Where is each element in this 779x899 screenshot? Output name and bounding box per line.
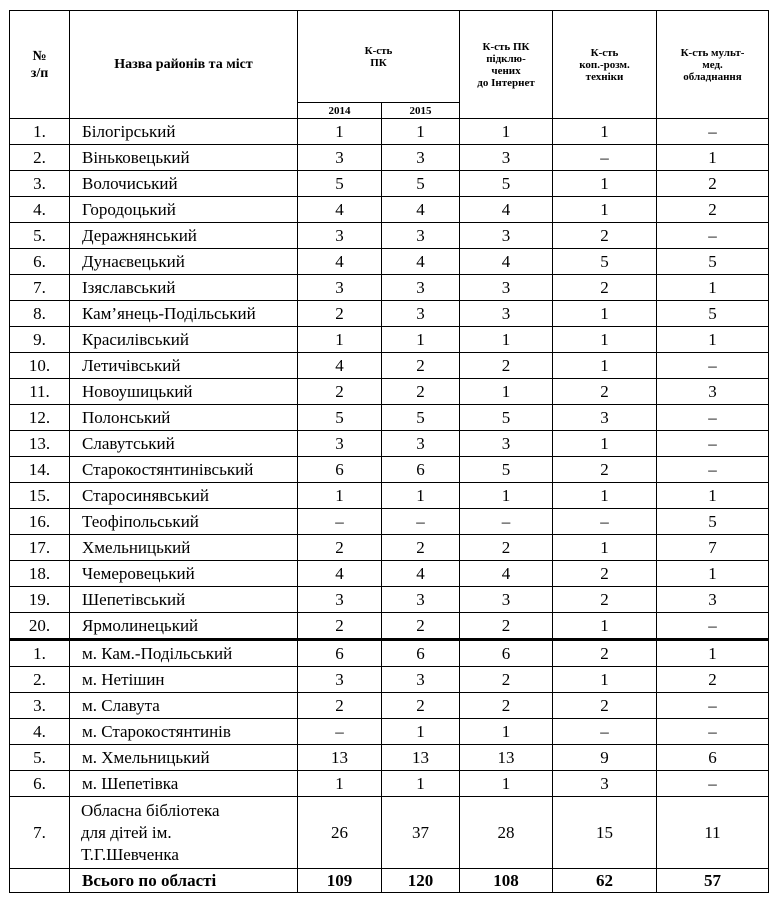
internet-pc-cell: 2 — [460, 613, 553, 640]
multimedia-cell: 5 — [657, 509, 769, 535]
multimedia-cell: 6 — [657, 745, 769, 771]
district-name-cell: Славутський — [70, 431, 298, 457]
pc-2014-cell: 1 — [298, 483, 382, 509]
table-row — [10, 719, 769, 745]
multimedia-cell: 3 — [657, 587, 769, 613]
multimedia-cell: – — [657, 223, 769, 249]
pc-2015-cell: 120 — [382, 869, 460, 893]
internet-pc-cell: 1 — [460, 379, 553, 405]
copy-equipment-cell: – — [553, 719, 657, 745]
internet-pc-cell: 3 — [460, 587, 553, 613]
row-number-cell: 5. — [10, 745, 70, 771]
pc-2014-cell: 4 — [298, 353, 382, 379]
internet-pc-cell: 3 — [460, 431, 553, 457]
pc-2015-cell: 5 — [382, 405, 460, 431]
pc-2015-cell: 1 — [382, 327, 460, 353]
table-row — [10, 327, 769, 353]
row-number-cell: 3. — [10, 171, 70, 197]
row-number-cell: 19. — [10, 587, 70, 613]
district-name-cell: Кам’янець-Подільський — [70, 301, 298, 327]
pc-2015-cell: 4 — [382, 249, 460, 275]
row-number-cell: 2. — [10, 667, 70, 693]
pc-2015-cell: 3 — [382, 667, 460, 693]
district-name-cell: Волочиський — [70, 171, 298, 197]
table-row — [10, 353, 769, 379]
internet-pc-cell: – — [460, 509, 553, 535]
table-row — [10, 483, 769, 509]
district-name-cell: Старокостянтинівський — [70, 457, 298, 483]
table-row — [10, 249, 769, 275]
internet-pc-cell: 1 — [460, 327, 553, 353]
pc-2014-cell: 3 — [298, 431, 382, 457]
district-name-cell: м. Славута — [70, 693, 298, 719]
internet-pc-cell: 2 — [460, 667, 553, 693]
copy-equipment-cell: 1 — [553, 431, 657, 457]
pc-2015-cell: 3 — [382, 587, 460, 613]
header-year-2014: 2014 — [298, 103, 382, 119]
multimedia-cell: – — [657, 693, 769, 719]
district-name-cell: Білогірський — [70, 119, 298, 145]
row-number-cell: 7. — [10, 797, 70, 869]
multimedia-cell: 57 — [657, 869, 769, 893]
table-row — [10, 587, 769, 613]
district-name-cell: м. Нетішин — [70, 667, 298, 693]
district-name-cell: Чемеровецький — [70, 561, 298, 587]
copy-equipment-cell: – — [553, 145, 657, 171]
district-name-cell: Летичівський — [70, 353, 298, 379]
pc-2014-cell: 13 — [298, 745, 382, 771]
copy-equipment-cell: 1 — [553, 301, 657, 327]
table-row — [10, 693, 769, 719]
district-name-cell: м. Хмельницький — [70, 745, 298, 771]
multimedia-cell: – — [657, 719, 769, 745]
pc-2015-cell: 4 — [382, 197, 460, 223]
internet-pc-cell: 13 — [460, 745, 553, 771]
district-name-cell: Деражнянський — [70, 223, 298, 249]
pc-2015-cell: 1 — [382, 483, 460, 509]
table-row — [10, 869, 769, 893]
internet-pc-cell: 3 — [460, 223, 553, 249]
copy-equipment-cell: 9 — [553, 745, 657, 771]
pc-2015-cell: 4 — [382, 561, 460, 587]
table-row — [10, 561, 769, 587]
pc-2015-cell: 6 — [382, 640, 460, 667]
copy-equipment-cell: 1 — [553, 171, 657, 197]
multimedia-cell: – — [657, 405, 769, 431]
table-row — [10, 745, 769, 771]
district-name-cell: Ярмолинецький — [70, 613, 298, 640]
copy-equipment-cell: 2 — [553, 587, 657, 613]
internet-pc-cell: 4 — [460, 197, 553, 223]
copy-equipment-cell: 2 — [553, 457, 657, 483]
district-name-cell: Полонський — [70, 405, 298, 431]
district-name-cell: Віньковецький — [70, 145, 298, 171]
copy-equipment-cell: 1 — [553, 483, 657, 509]
pc-2014-cell: 1 — [298, 119, 382, 145]
copy-equipment-cell: 1 — [553, 353, 657, 379]
internet-pc-cell: 5 — [460, 171, 553, 197]
row-number-cell: 12. — [10, 405, 70, 431]
row-number-cell: 4. — [10, 719, 70, 745]
pc-2014-cell: 26 — [298, 797, 382, 869]
pc-2014-cell: 2 — [298, 379, 382, 405]
internet-pc-cell: 5 — [460, 457, 553, 483]
pc-2015-cell: 37 — [382, 797, 460, 869]
pc-2015-cell: 2 — [382, 379, 460, 405]
row-number-cell: 14. — [10, 457, 70, 483]
header-internet-count: К-сть ПК підклю- чених до Інтернет — [460, 11, 553, 119]
district-name-cell: Городоцький — [70, 197, 298, 223]
row-number-cell: 15. — [10, 483, 70, 509]
pc-2015-cell: 1 — [382, 719, 460, 745]
pc-2015-cell: 3 — [382, 431, 460, 457]
multimedia-cell: – — [657, 353, 769, 379]
internet-pc-cell: 3 — [460, 301, 553, 327]
table-header — [10, 11, 769, 119]
multimedia-cell: 2 — [657, 197, 769, 223]
table-row — [10, 457, 769, 483]
pc-2014-cell: 3 — [298, 667, 382, 693]
copy-equipment-cell: 2 — [553, 275, 657, 301]
copy-equipment-cell: 1 — [553, 119, 657, 145]
copy-equipment-cell: 2 — [553, 693, 657, 719]
pc-2014-cell: – — [298, 509, 382, 535]
row-number-cell — [10, 869, 70, 893]
row-number-cell: 11. — [10, 379, 70, 405]
copy-equipment-cell: 1 — [553, 327, 657, 353]
row-number-cell: 2. — [10, 145, 70, 171]
table-row — [10, 379, 769, 405]
multimedia-cell: – — [657, 431, 769, 457]
district-name-cell: Красилівський — [70, 327, 298, 353]
header-number: № з/п — [10, 11, 70, 119]
table-row — [10, 405, 769, 431]
multimedia-cell: – — [657, 613, 769, 640]
copy-equipment-cell: 2 — [553, 223, 657, 249]
table-row — [10, 431, 769, 457]
internet-pc-cell: 2 — [460, 535, 553, 561]
pc-2015-cell: 2 — [382, 535, 460, 561]
table-row — [10, 535, 769, 561]
multimedia-cell: 1 — [657, 640, 769, 667]
table-row — [10, 171, 769, 197]
pc-2014-cell: 109 — [298, 869, 382, 893]
district-name-cell: Всього по області — [70, 869, 298, 893]
pc-2014-cell: 5 — [298, 405, 382, 431]
internet-pc-cell: 108 — [460, 869, 553, 893]
pc-2014-cell: 1 — [298, 771, 382, 797]
row-number-cell: 13. — [10, 431, 70, 457]
copy-equipment-cell: 1 — [553, 197, 657, 223]
pc-2014-cell: 6 — [298, 457, 382, 483]
pc-2015-cell: 3 — [382, 275, 460, 301]
copy-equipment-cell: 2 — [553, 379, 657, 405]
internet-pc-cell: 28 — [460, 797, 553, 869]
pc-2014-cell: 1 — [298, 327, 382, 353]
pc-2015-cell: – — [382, 509, 460, 535]
row-number-cell: 3. — [10, 693, 70, 719]
copy-equipment-cell: 3 — [553, 405, 657, 431]
district-name-cell: Новоушицький — [70, 379, 298, 405]
internet-pc-cell: 2 — [460, 353, 553, 379]
pc-2015-cell: 3 — [382, 301, 460, 327]
pc-2014-cell: 2 — [298, 693, 382, 719]
copy-equipment-cell: – — [553, 509, 657, 535]
internet-pc-cell: 3 — [460, 145, 553, 171]
district-name-cell: м. Старокостянтинів — [70, 719, 298, 745]
table-row — [10, 509, 769, 535]
internet-pc-cell: 1 — [460, 483, 553, 509]
pc-2015-cell: 5 — [382, 171, 460, 197]
internet-pc-cell: 4 — [460, 561, 553, 587]
multimedia-cell: 1 — [657, 483, 769, 509]
internet-pc-cell: 4 — [460, 249, 553, 275]
multimedia-cell: 5 — [657, 301, 769, 327]
table-row — [10, 223, 769, 249]
pc-2015-cell: 13 — [382, 745, 460, 771]
internet-pc-cell: 2 — [460, 693, 553, 719]
table-row — [10, 145, 769, 171]
multimedia-cell: 1 — [657, 145, 769, 171]
row-number-cell: 4. — [10, 197, 70, 223]
row-number-cell: 1. — [10, 640, 70, 667]
copy-equipment-cell: 3 — [553, 771, 657, 797]
table-row — [10, 613, 769, 640]
district-name-cell: м. Шепетівка — [70, 771, 298, 797]
header-copy-equipment: К-сть коп.-розм. техніки — [553, 11, 657, 119]
pc-2014-cell: 3 — [298, 223, 382, 249]
district-name-cell: Обласна бібліотека для дітей ім. Т.Г.Шевченка — [70, 797, 298, 869]
internet-pc-cell: 1 — [460, 771, 553, 797]
copy-equipment-cell: 1 — [553, 613, 657, 640]
pc-2014-cell: 4 — [298, 561, 382, 587]
pc-2015-cell: 2 — [382, 693, 460, 719]
copy-equipment-cell: 15 — [553, 797, 657, 869]
pc-2014-cell: 2 — [298, 613, 382, 640]
header-multimedia: К-сть мульт- мед. обладнання — [657, 11, 769, 119]
multimedia-cell: 11 — [657, 797, 769, 869]
row-number-cell: 5. — [10, 223, 70, 249]
pc-2015-cell: 6 — [382, 457, 460, 483]
multimedia-cell: 1 — [657, 327, 769, 353]
table-row — [10, 119, 769, 145]
row-number-cell: 16. — [10, 509, 70, 535]
district-name-cell: м. Кам.-Подільський — [70, 640, 298, 667]
table-row — [10, 301, 769, 327]
multimedia-cell: 2 — [657, 171, 769, 197]
internet-pc-cell: 1 — [460, 719, 553, 745]
multimedia-cell: 2 — [657, 667, 769, 693]
copy-equipment-cell: 62 — [553, 869, 657, 893]
row-number-cell: 17. — [10, 535, 70, 561]
pc-2014-cell: 4 — [298, 197, 382, 223]
copy-equipment-cell: 2 — [553, 561, 657, 587]
pc-2015-cell: 3 — [382, 223, 460, 249]
table-row — [10, 797, 769, 869]
multimedia-cell: 1 — [657, 275, 769, 301]
row-number-cell: 18. — [10, 561, 70, 587]
multimedia-cell: 7 — [657, 535, 769, 561]
multimedia-cell: 5 — [657, 249, 769, 275]
multimedia-cell: 1 — [657, 561, 769, 587]
pc-2015-cell: 1 — [382, 771, 460, 797]
pc-2015-cell: 3 — [382, 145, 460, 171]
row-number-cell: 6. — [10, 249, 70, 275]
row-number-cell: 20. — [10, 613, 70, 640]
header-district-name: Назва районів та міст — [70, 11, 298, 119]
internet-pc-cell: 5 — [460, 405, 553, 431]
pc-2014-cell: 2 — [298, 535, 382, 561]
table-row — [10, 275, 769, 301]
internet-pc-cell: 1 — [460, 119, 553, 145]
table-body — [10, 119, 769, 893]
district-name-cell: Шепетівський — [70, 587, 298, 613]
row-number-cell: 9. — [10, 327, 70, 353]
pc-2014-cell: 2 — [298, 301, 382, 327]
multimedia-cell: 3 — [657, 379, 769, 405]
pc-2015-cell: 1 — [382, 119, 460, 145]
district-name-cell: Дунаєвецький — [70, 249, 298, 275]
internet-pc-cell: 3 — [460, 275, 553, 301]
header-year-2015: 2015 — [382, 103, 460, 119]
pc-2014-cell: – — [298, 719, 382, 745]
district-name-cell: Теофіпольський — [70, 509, 298, 535]
pc-2014-cell: 5 — [298, 171, 382, 197]
row-number-cell: 6. — [10, 771, 70, 797]
row-number-cell: 1. — [10, 119, 70, 145]
copy-equipment-cell: 2 — [553, 640, 657, 667]
multimedia-cell: – — [657, 457, 769, 483]
pc-2014-cell: 3 — [298, 587, 382, 613]
pc-2015-cell: 2 — [382, 613, 460, 640]
table-row — [10, 197, 769, 223]
internet-pc-cell: 6 — [460, 640, 553, 667]
multimedia-cell: – — [657, 771, 769, 797]
library-equipment-table — [9, 10, 769, 893]
pc-2015-cell: 2 — [382, 353, 460, 379]
copy-equipment-cell: 5 — [553, 249, 657, 275]
row-number-cell: 10. — [10, 353, 70, 379]
district-name-cell: Старосинявський — [70, 483, 298, 509]
multimedia-cell: – — [657, 119, 769, 145]
pc-2014-cell: 3 — [298, 145, 382, 171]
district-name-cell: Хмельницький — [70, 535, 298, 561]
table-row — [10, 640, 769, 667]
row-number-cell: 7. — [10, 275, 70, 301]
district-name-cell: Ізяславський — [70, 275, 298, 301]
table-row — [10, 771, 769, 797]
pc-2014-cell: 3 — [298, 275, 382, 301]
copy-equipment-cell: 1 — [553, 535, 657, 561]
header-pc-count: К-сть ПК — [298, 11, 460, 103]
pc-2014-cell: 4 — [298, 249, 382, 275]
copy-equipment-cell: 1 — [553, 667, 657, 693]
pc-2014-cell: 6 — [298, 640, 382, 667]
table-row — [10, 667, 769, 693]
row-number-cell: 8. — [10, 301, 70, 327]
